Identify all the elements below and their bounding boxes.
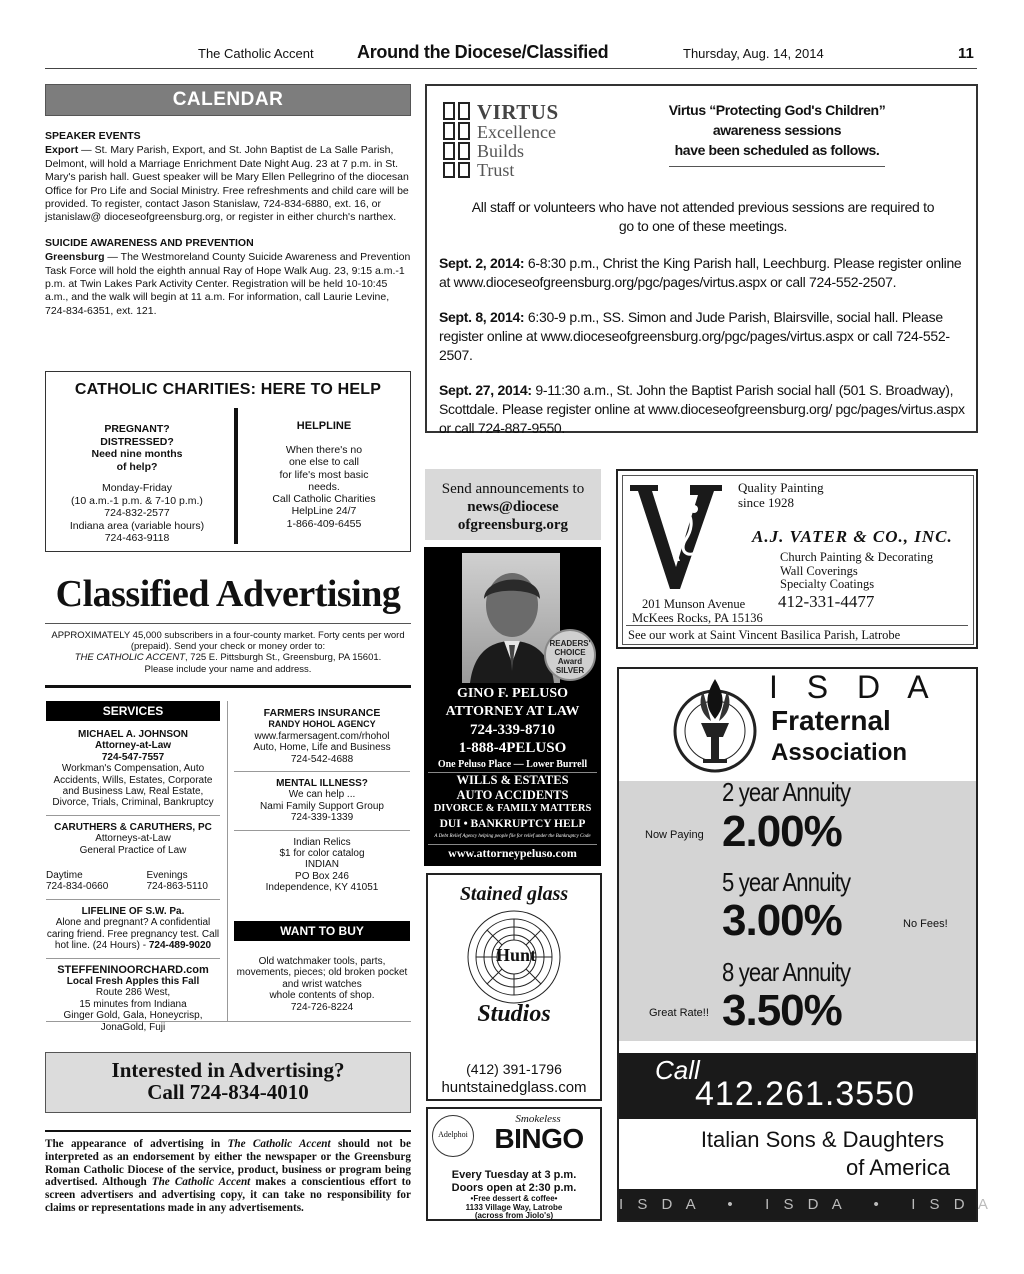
ad-title: MICHAEL A. JOHNSON [77,729,188,740]
charities-box [45,371,411,552]
ad-title: CARUTHERS & CARUTHERS, PC [54,821,212,833]
ad-title: STEFFENINOORCHARD.com [57,963,209,976]
ad-eve-phone: 724-863-5110 [146,881,208,893]
announce-line1: Send announcements to [441,481,585,497]
charities-right-body: When there's no one else to call for life's most basic needs. Call Catholic Charities HelpLine 24/7 1-866-409-6455 [272,444,376,530]
vater-company-name: A.J. VATER & CO., INC. [752,527,953,546]
isda-ad [617,667,993,1222]
ad-phone: 724-489-9020 [148,940,212,952]
virtus-headline-rule [669,166,885,167]
session-text: 6-8:30 p.m., Christ the King Parish hall, Leechburg. Please register online at www.dioceseofgreensburg.org/pgc/pages/virtus.aspx or call 724-552-2507. [439,255,962,290]
classified-intro-end: Please include your name and address. [144,663,312,675]
vater-services: Church Painting & Decorating Wall Coverings Specialty Coatings [780,550,934,591]
ad-divider [234,830,410,831]
ad-sub: Attorneys-at-Law [95,833,171,845]
virtus-sessions [439,254,967,438]
event-place: Export [45,144,79,157]
peluso-practice: AUTO ACCIDENTS [456,788,569,802]
peluso-fine-print: A Debt Relief Agency helping people file for relief under the Bankruptcy Code [434,834,591,839]
bingo-ad [426,1107,602,1221]
vater-address [632,597,763,625]
isda-torch-emblem-icon [667,675,763,775]
isda-call-panel [619,1053,976,1119]
session-date: Sept. 2, 2014: [439,255,525,271]
disclaimer-text: The appearance of advertising in [45,1138,228,1150]
event-place: Greensburg [45,251,105,264]
ad-body: General Practice of Law [79,844,187,856]
charities-title: CATHOLIC CHARITIES: HERE TO HELP [74,381,382,398]
header-rule [45,68,977,69]
ad-divider [46,899,220,900]
ad-body: www.farmersagent.com/rhohol Auto, Home, Life and Business 724-542-4688 [253,730,391,765]
bingo-line: Every Tuesday at 3 p.m. [451,1169,577,1181]
want-to-buy-ad: Old watchmaker tools, parts, movements, pieces; old broken pocket and wrist watches whole contents of shop. 724-726-8224 [236,956,408,1013]
ad-eve-label: Evenings [146,870,188,882]
event-body [45,251,411,318]
isda-acronym: I S D A [769,669,939,705]
peluso-rule [428,844,597,845]
interested-line1: Interested in Advertising? [111,1058,345,1082]
virtus-logo-word: VIRTUS [477,100,559,124]
isda-rate-label: 2 year Annuity [722,777,851,807]
session-text: 9-11:30 a.m., St. John the Baptist Parish social hall (501 S. Broadway), Scottdale. Please register online at www.dioceseofgreensburg.org/ pgc/pages/virtus.aspx or call 724-887-9550. [439,382,965,436]
stained-glass-ad [426,873,602,1101]
isda-rate-value: 3.50% [722,986,842,1035]
session-text: 6:30-9 p.m., SS. Simon and Jude Parish, Blairsville, social hall. Please register online at www.dioceseofgreensburg.org/pgc/pages/virtus.aspx or call 724-552-2507. [439,309,950,363]
vater-footer-rule [626,625,968,626]
announce-email-1: news@diocese [467,499,559,515]
ad-body: Indian Relics $1 for color catalog INDIAN PO Box 246 Independence, KY 41051 [265,836,379,894]
bingo-line: 1133 Village Way, Latrobe [465,1203,563,1212]
charities-right-heading: HELPLINE [296,420,352,432]
calendar-title: CALENDAR [172,89,284,110]
vater-phone: 412-331-4477 [778,592,875,611]
disclaimer-rule [45,1130,411,1132]
charities-left-heading: PREGNANT? DISTRESSED? Need nine months of help? [91,423,183,473]
ad-phone: 724-547-7557 [101,751,165,763]
virtus-box [425,84,978,436]
ad-sub: Attorney-at-Law [94,740,172,752]
peluso-readers-choice-badge [544,629,596,681]
header-paper-name: The Catholic Accent [198,46,314,61]
isda-name1: Fraternal [771,705,891,736]
classified-rule-thick [45,685,411,688]
vater-addr2: McKees Rocks, PA 15136 [632,611,763,625]
isda-now-paying: Now Paying [645,829,704,841]
ad-title: MENTAL ILLNESS? [276,778,368,790]
virtus-intro-text: All staff or volunteers who have not attended previous sessions are required to go to one of these meetings. [471,199,935,234]
disclaimer-text: should not be interpreted as an endorsement by either the newspaper or the Greensburg Roman Catholic Diocese of the service, product, business or program being advertised. Although [45,1138,411,1189]
classified-address-paper: THE CATHOLIC ACCENT [74,652,186,664]
ad-body: Workman's Compensation, Auto Accidents, Wills, Estates, Corporate and Business Law, Real Estate, Divorce, Trials, Criminal, Bankruptcy [52,763,214,809]
want-to-buy-banner: WANT TO BUY [234,921,410,941]
peluso-title: ATTORNEY AT LAW [445,704,580,719]
peluso-ad [424,547,601,866]
virtus-logo-line: Trust [477,160,515,180]
stained-arc-top: Stained glass [459,883,569,905]
event-text: — The Westmoreland County Suicide Awareness and Prevention Task Force will hold the eighth annual Ray of Hope Walk Aug. 23, 9:15 a.m.-1 p.m. at Twin Lakes Park Activity Center. Registration will be held 10-10:45 a.m., and the walk will begin at 11 a.m. For information, call Laurie Levine, 724-834-6351, ext. 121. [45,251,411,317]
virtus-intro [463,198,943,236]
bingo-line: (across from Jiolo's) [474,1211,554,1220]
bingo-line: Doors open at 2:30 p.m. [451,1182,577,1194]
ad-divider [46,958,220,959]
classified-column-divider [227,701,228,1021]
announce-box [425,469,601,540]
disclaimer [45,1138,411,1215]
session-date: Sept. 27, 2014: [439,382,532,398]
isda-rate-label: 8 year Annuity [722,957,851,987]
isda-great-rate: Great Rate!! [649,1007,709,1019]
disclaimer-text: makes a conscientious effort to screen advertisers and advertising copy, it can take no responsibility for claims or representations made in any advertisements. [45,1176,411,1214]
peluso-name: GINO F. PELUSO [456,686,569,701]
classified-title: Classified Advertising [55,573,401,615]
classified-left-column [46,729,220,1033]
ad-day-label: Daytime [46,870,83,882]
calendar-banner [45,84,411,116]
ad-day-phone: 724-834-0660 [46,881,109,893]
peluso-phone1: 724-339-8710 [470,722,555,738]
peluso-web: www.attorneypeluso.com [448,846,577,860]
ad-body-text: Alone and pregnant? A confidential caring friend. Free pregnancy test. Call hot line. (24 Hours) - [46,917,220,952]
badge-text: READERS' CHOICE Award SILVER [549,639,591,675]
bingo-title: BINGO [494,1123,584,1154]
isda-footer2: of America [846,1155,950,1180]
ad-body: Route 286 West, 15 minutes from Indiana Ginger Gold, Gala, Honeycrisp, JonaGold, Fuji [63,987,203,1033]
ad-body [46,917,220,951]
ad-title: FARMERS INSURANCE [263,707,381,719]
ad-divider [46,815,220,816]
disclaimer-paper: The Catholic Accent [151,1176,251,1189]
classified-bottom-rule [46,1021,411,1022]
stained-web: huntstainedglass.com [441,1079,587,1096]
adelphoi-logo [432,1115,474,1157]
virtus-logo-icon [443,102,473,178]
virtus-logo [443,100,583,182]
virtus-logo-line: Excellence [477,122,556,142]
event-heading: SUICIDE AWARENESS AND PREVENTION [45,236,254,249]
peluso-practice: WILLS & ESTATES [456,773,569,787]
classified-intro [50,630,406,675]
interested-box [45,1052,411,1113]
vater-v-logo [628,481,724,593]
isda-phone: 412.261.3550 [695,1075,915,1113]
adelphoi-text: Adelphoi [438,1130,468,1139]
isda-rate-value: 3.00% [722,896,842,945]
isda-no-fees: No Fees! [903,918,948,930]
peluso-practice: DIVORCE & FAMILY MATTERS [433,803,592,814]
isda-footer1: Italian Sons & Daughters [700,1127,945,1152]
stained-phone: (412) 391-1796 [466,1061,562,1077]
bingo-smokeless: Smokeless [515,1113,561,1125]
event-heading: SPEAKER EVENTS [45,130,141,142]
classified-title-rule [45,623,411,624]
vater-tag2: since 1928 [738,495,794,510]
page-number: 11 [958,45,974,62]
interested-line2: Call 724-834-4010 [147,1080,309,1104]
announce-email-2: ofgreensburg.org [457,517,569,533]
classified-right-column [234,708,410,894]
header-date: Thursday, Aug. 14, 2014 [683,46,824,61]
stained-arc-bottom: Studios [477,1001,551,1027]
isda-bottom-strip [619,1189,993,1220]
virtus-logo-line: Builds [477,141,525,161]
vater-addr1: 201 Munson Avenue [642,597,746,611]
classified-address: , 725 E. Pittsburgh St., Greensburg, PA 15601. [185,652,382,664]
stained-center: Hunt [495,945,537,965]
ad-title: LIFELINE OF S.W. Pa. [81,905,185,917]
peluso-phone2: 1-888-4PELUSO [458,740,567,756]
isda-name2: Association [771,739,908,766]
classified-intro-text: APPROXIMATELY 45,000 subscribers in a four-county market. Forty cents per word (prepaid). Send your check or money order to: [51,630,405,653]
vater-box [616,469,978,649]
isda-strip-text: I S D A • I S D A • I S D A [619,1196,993,1213]
header-section-title: Around the Diocese/Classified [357,42,609,62]
peluso-practice: DUI • BANKRUPTCY HELP [439,818,586,830]
event-text: — St. Mary Parish, Export, and St. John Baptist de La Salle Parish, Delmont, will hold a Marriage Enrichment Date Night Aug. 23 at 7 p.m. in St. Mary's parish hall. Guest speaker will be Mary Ellen Pellegrino of the diocesan Office for Pro Life and Social Ministry. Free refreshments and child care will be provided. To register, contact Jason Stanislaw, 724-834-6880, ext. 16, or jstanislaw@ dioceseofgreensburg.org, or register in either church's narthex. [45,144,409,224]
virtus-session [439,254,967,292]
isda-rate-label: 5 year Annuity [722,867,851,897]
ad-body: We can help ... Nami Family Support Group 724-339-1339 [260,789,384,824]
peluso-address: One Peluso Place — Lower Burrell [437,759,588,770]
virtus-headline: Virtus “Protecting God's Children” awareness sessions have been scheduled as follows. [668,102,886,158]
event-body [45,144,411,224]
disclaimer-paper: The Catholic Accent [227,1138,331,1150]
ad-sub: Local Fresh Apples this Fall [66,975,200,987]
charities-divider [234,408,238,544]
ad-sub: RANDY HOHOL AGENCY [268,719,376,730]
calendar-events [45,130,411,318]
isda-rate-value: 2.00% [722,807,842,856]
vater-v-monogram-icon [628,481,724,593]
vater-footer: See our work at Saint Vincent Basilica Parish, Latrobe [628,628,901,642]
vater-tagline [738,480,824,510]
virtus-session [439,308,967,365]
ad-divider [234,771,410,772]
vater-tag1: Quality Painting [738,480,824,495]
bingo-line: •Free dessert & coffee• [470,1194,558,1203]
services-banner: SERVICES [46,701,220,721]
virtus-session [439,381,967,438]
charities-left-body: Monday-Friday (10 a.m.-1 p.m. & 7-10 p.m.) 724-832-2577 Indiana area (variable hours) 724-463-9118 [69,482,205,544]
session-date: Sept. 8, 2014: [439,309,525,325]
isda-call: Call [655,1055,700,1085]
